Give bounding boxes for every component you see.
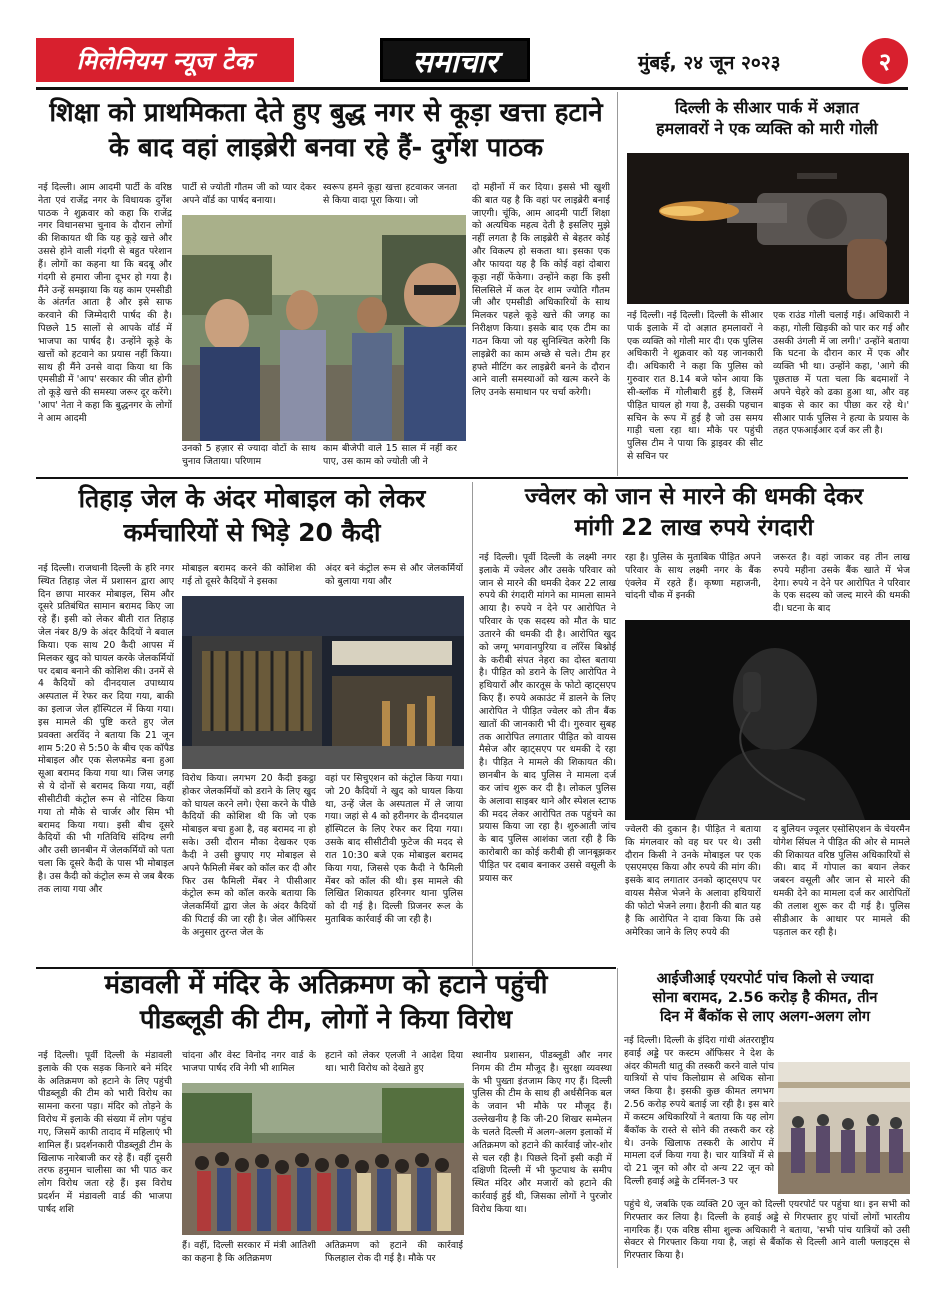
story4-headline	[478, 482, 910, 544]
story2-headline-line2: हमलावरों ने एक व्यक्ति को मारी गोली	[656, 118, 878, 138]
story5-col2-bottom: हैं। वहीं, दिल्ली सरकार में मंत्री आतिशी का कहना है कि अतिक्रमण	[182, 1240, 316, 1264]
airport-customs-photo	[778, 1062, 910, 1194]
page-number: २	[862, 38, 908, 84]
story2-photo	[627, 153, 909, 304]
story4-col2-top: रहा है। पुलिस के मुताबिक पीड़ित अपने परिवार के साथ लक्ष्मी नगर के बैंक एंक्लेव में रहते हैं। कृष्णा महाजनी, चांदनी चौक में इनकी	[625, 552, 761, 602]
story4-col3-top: जरूरत है। वहां जाकर वह तीन लाख रुपये महीना उसके बैंक खाते में भेज देगा। रुपये न देने पर आरोपित ने परिवार के एक सदस्य को जल्द मारने की धमकी दी। घटना के बाद	[773, 552, 910, 615]
story1-col3-bottom: काम बीजेपी वाले 15 साल में नहीं कर पाए, उस काम को ज्योती जी ने	[323, 443, 457, 467]
story3-col2-top: मोबाइल बरामद करने की कोशिश की गई तो दूसरे कैदियों ने इसका	[182, 563, 316, 587]
story3-headline-line1: तिहाड़ जेल के अंदर मोबाइल को लेकर	[78, 484, 426, 513]
story3-headline	[36, 482, 468, 550]
story1-col2-bottom: उनको 5 हज़ार से ज्यादा वोटों के साथ चुनाव जिताया। परिणाम	[182, 443, 316, 467]
story5-headline	[36, 968, 616, 1038]
paper-name: मिलेनियम न्यूज टेक	[36, 38, 294, 82]
story2-col2: एक राउंड गोली चलाई गई। अधिकारी ने कहा, गोली खिड़की को पार कर गई और उसकी उंगली में जा लगी।' उन्होंने बताया कि घटना के दौरान कार में एक और व्यक्ति भी था। उन्होंने कहा, 'आगे की पूछताछ में पता चला कि बदमाशों ने अपने चेहरे को ढका हुआ था, और वह बाइक से कार का पीछा कर रहे थे।' सीआर पार्क पुलिस ने हत्या के प्रयास के तहत एफआईआर दर्ज कर ली है।	[773, 310, 909, 437]
story1-headline-line1: शिक्षा को प्राथमिकता देते हुए बुद्ध नगर से कूड़ा खत्ता हटाने	[49, 98, 603, 128]
story6-photo	[778, 1062, 910, 1194]
story2-col1: नई दिल्ली। नई दिल्ली। दिल्ली के सीआर पार्क इलाके में दो अज्ञात हमलावरों ने एक व्यक्ति को गोली मार दी। एक पुलिस अधिकारी ने शुक्रवार को यह जानकारी दी। अधिकारी ने कहा कि पुलिस को गुरुवार रात 8.14 बजे फोन आया कि सी-ब्लॉक में गोलीबारी हुई है, जिसमें पीड़ित घायल हो गया है, उसकी पहचान सचिन के रूप में हुई है जो उस समय गाड़ी चला रहा था। मौके पर पहुंची पुलिस टीम ने पाया कि ड्राइवर की सीट से सचिन पर	[627, 310, 763, 463]
story3-photo	[182, 596, 464, 769]
jail-gate-photo	[182, 596, 464, 769]
story3-col3-top: अंदर बने कंट्रोल रूम से और जेलकर्मियों को बुलाया गया और	[325, 563, 463, 587]
story5-col2-top: चांदना और वेस्ट विनोद नगर वार्ड के भाजपा पार्षद रवि नेगी भी शामिल	[182, 1050, 316, 1074]
story2-headline	[622, 98, 912, 140]
story5-col1: नई दिल्ली। पूर्वी दिल्ली के मंडावली इलाके की एक सड़क किनारे बने मंदिर के अतिक्रमण को हटाने के लिए पहुंची पीडब्लूडी की टीम को भारी विरोध का सामना करना पड़ा। मंदिर को तोड़ने के विरोध में इलाके की संख्या में लोग पहुंच गए, जिसमें काफी तादाद में महिलाएं भी शामिल हैं। प्रदर्शनकारी पीडब्लूडी टीम के खिलाफ नारेबाजी कर रहे हैं। वहीं दूसरी तरफ हनुमान चालीसा का भी पाठ कर लोग विरोध जता रहे हैं। इस विरोध प्रदर्शन में मंडावली वार्ड की भाजपा पार्षद शशि	[38, 1050, 172, 1215]
story1-photo	[182, 215, 466, 441]
story5-col4: स्थानीय प्रशासन, पीडब्लूडी और नगर निगम की टीम मौजूद है। सुरक्षा व्यवस्था के भी पुख्ता इंतजाम किए गए हैं। दिल्ली पुलिस की टीम के साथ ही अर्धसैनिक बल के जवान भी मौके पर मौजूद हैं। उल्लेखनीय है कि जी-20 शिखर सम्मेलन के चलते दिल्ली में अलग-अलग इलाकों में अतिक्रमण को हटाने की कार्रवाई जोर-शोर से चल रही है। पिछले दिनों इसी कड़ी में दक्षिणी दिल्ली में भी फुटपाथ के समीप स्थित मंदिर और मजारों को हटाने की कार्रवाई हुई थी, जिसका लोगों ने पुरजोर विरोध किया था।	[472, 1050, 612, 1215]
gun-firing-photo	[627, 153, 909, 304]
story6-headline	[620, 970, 910, 1027]
story5-col3-top: हटाने को लेकर एलजी ने आदेश दिया था। भारी विरोध को देखते हुए	[325, 1050, 463, 1074]
story4-headline-line1: ज्वेलर को जान से मारने की धमकी देकर	[524, 484, 864, 510]
people-meeting-photo	[182, 215, 466, 441]
story3-col3-bottom: वहां पर सिचुएशन को कंट्रोल किया गया। जो 20 कैदियों ने खुद को घायल किया था, उन्हें जेल के अस्पताल में ले जाया गया। जहां से 4 को हरीनगर के दीनदयाल हॉस्पिटल के लिए रेफर कर दिया गया। उसके बाद सीसीटीवी फुटेज की मदद से रात 10:30 बजे एक मोबाइल बरामद किया गया, जिससे एक कैदी ने फैमिली मेंबर को कॉल की थी। इस मामले की लिखित शिकायत हरिनगर थाना पुलिस को दी गई है। दिल्ली प्रिजनर रूल के मुताबिक कार्रवाई की जा रही है।	[325, 773, 463, 926]
section-rule	[36, 477, 908, 479]
story6-headline-line2: सोना बरामद, 2.56 करोड़ है कीमत, तीन	[652, 989, 878, 1006]
story4-col3-bottom: द बुलियन ज्वूलर एसोसिएशन के चेयरमैन योगेश सिंघल ने पीड़ित की ओर से मामले की शिकायत वरिष्ठ पुलिस अधिकारियों से की। बाद में गोपाल का बयान लेकर जबरन वसूली और जान से मारने की धमकी देने का मामला दर्ज कर आरोपितों की तलाश शुरू कर दी गई है। पुलिस सीडीआर के आधार पर मामले की पड़ताल कर रही है।	[773, 824, 910, 938]
story5-col3-bottom: अतिक्रमण को हटाने की कार्रवाई फिलहाल रोक दी गई है। मौके पर	[325, 1240, 463, 1264]
phone-call-silhouette-photo	[625, 620, 910, 820]
masthead	[36, 38, 908, 86]
story6-headline-line3: दिन में बैंकॉक से लाए अलग-अलग लोग	[659, 1008, 871, 1025]
issue-date: मुंबई, २४ जून २०२३	[638, 52, 781, 74]
story5-photo	[182, 1083, 464, 1235]
section-label: समाचार	[380, 38, 530, 82]
story4-col2-bottom: ज्वेलरी की दुकान है। पीड़ित ने बताया कि मंगलवार को वह घर पर थे। उसी दौरान किसी ने उनके मोबाइल पर एक एसएमएस किया और रुपये की मांग की। इसके बाद लगातार उनको व्हाट्सएप पर वायस मैसेज भेजने के अलावा हथियारों की फोटो भेजने लगा। हैरानी की बात यह है कि आरोपित ने दावा किया कि उसे अमेरिका जाने के लिए रुपये की	[625, 824, 761, 938]
story6-headline-line1: आईजीआई एयरपोर्ट पांच किलो से ज्यादा	[656, 971, 874, 987]
story1-headline	[36, 96, 616, 166]
masthead-rule	[36, 87, 908, 90]
story3-col1: नई दिल्ली। राजधानी दिल्ली के हरि नगर स्थित तिहाड़ जेल में प्रशासन द्वारा आए दिन छापा मारकर मोबाइल, सिम और दूसरे प्रतिबंधित सामान बरामद किए जा रहे हैं। इसी को लेकर बीती रात तिहाड़ जेल नंबर 8/9 के अंदर कैदियों ने बवाल किया। एक साथ 20 कैदी आपस में मिलकर खुद को घायल करके जेलकर्मियों पर दबाव बनाने की कोशिश की। उनमें से 4 कैदियों को दीनदयाल उपाध्याय अस्पताल में रेफर कर दिया गया, बाकी का इलाज जेल हॉस्पिटल में किया गया। इस मामले की पुष्टि करते हुए जेल प्रवक्ता अरविंद ने बताया कि 21 जून शाम 5:20 से 5:50 के बीच एक कॉपैड मोबाइल और एक सेलफमेड बना हुआ सूआ बरामद किया गया था। जिस जगह से ये दोनों से बरामद किया गया, वहीं सीसीटीवी कंट्रोल रूम से नोटिस किया गया तो मौके से चार्जर और सिम भी बरामद किया गया। इसी बीच दूसरे कैदियों की भी गतिविधि संदिग्ध लगी और उसी छानबीन में जेलकर्मियों को पता चला कि दूसरे कैदी के पास भी मोबाइल है। उस कैदी को कंट्रोल रूम से जब बैरक तक लाया गया और	[38, 563, 174, 895]
story2-headline-line1: दिल्ली के सीआर पार्क में अज्ञात	[675, 98, 859, 117]
column-divider	[617, 968, 618, 1268]
story3-headline-line2: कर्मचारियों से भिड़े 20 कैदी	[123, 517, 381, 547]
story5-headline-line1: मंडावली में मंदिर के अतिक्रमण को हटाने पहुंची	[104, 970, 548, 1000]
story6-col-bottom: पहुंचे थे, जबकि एक व्यक्ति 20 जून को दिल्ली एयरपोर्ट पर पहुंचा था। इन सभी को गिरफ्तार कर लिया है। दिल्ली के हवाई अड्डे से गिरफ्तार हुए पांचों लोगों भारतीय नागरिक हैं। एक वरिष्ठ सीमा शुल्क अधिकारी ने बताया, 'सभी पांच यात्रियों को उसी सेक्टर से गिरफ्तार किया गया है, जहां से बैंकॉक से दिल्ली आने वाली फ्लाइट्स से गिरफ्तार किया है।	[624, 1199, 910, 1262]
story1-col3-top: स्वरूप हमने कूड़ा खत्ता हटवाकर जनता से किया वादा पूरा किया। जो	[323, 182, 457, 206]
column-divider	[617, 92, 618, 476]
column-divider	[472, 482, 473, 966]
story1-col1: नई दिल्ली। आम आदमी पार्टी के वरिष्ठ नेता एवं राजेंद्र नगर के विधायक दुर्गेश पाठक ने शुक्रवार को कहा कि राजेंद्र नगर विधानसभा चुनाव के दौरान लोगों की शिकायत थी कि यह कूड़े खत्ते और उससे होने वाली गंदगी से बहुत परेशान हैं। लोगों का कहना था कि बदबू और गंदगी से हमारा जीना दूभर हो गया है। मैंने उन्हें समझाया कि यह काम एमसीडी के अंतर्गत आता है और इसे साफ करवाने की जिम्मेदारी पार्षद की है। पिछले 15 सालों से आपके वॉर्ड में भाजपा का पार्षद है। उन्होंने कूड़े के खत्तों को हटवाने का प्रयास नहीं किया। साथ ही मैंने उनसे वादा किया था कि एमसीडी में 'आप' सरकार की जीत होगी तो कूड़े खत्ते की समस्या जरूर दूर करेंगे। 'आप' नेता ने कहा कि बुद्धनगर के लोगों ने आम आदमी	[38, 182, 172, 424]
story6-col-top: नई दिल्ली। दिल्ली के इंदिरा गांधी अंतरराष्ट्रीय हवाई अड्डे पर कस्टम ऑफिसर ने देश के अंदर कीमती धातु की तस्करी करने वाले पांच यात्रियों से पांच किलोग्राम से अधिक सोना जब्त किया है। इसकी कुछ कीमत लगभग 2.56 करोड़ रुपये बताई जा रही है। इस बारे में कस्टम अधिकारियों ने बताया कि यह लोग बैंकॉक के रास्ते से सोने की तस्करी कर रहे थे। उनके खिलाफ तस्करी के आरोप में मामला दर्ज किया गया है। चार यात्रियों में से दो 21 जून को और दो अन्य 22 जून को दिल्ली हवाई अड्डे के टर्मिनल-3 पर	[624, 1035, 774, 1188]
story1-col4: दो महीनों में कर दिया। इससे भी खुशी की बात यह है कि वहां पर लाइब्रेरी बनाई जाएगी। चूंकि, आम आदमी पार्टी शिक्षा को अत्यधिक महत्व देती है इसलिए मुझे नहीं लगता है कि लाइब्रेरी से बेहतर कोई और विकल्प हो सकता था। इसका एक और फायदा यह है कि कोई वहां दोबारा कूड़ा नहीं फेंकेगा। उन्होंने कहा कि इसी सिलसिले में कल देर शाम ज्योति गौतम जी और एमसीडी अधिकारियों के साथ मिलकर पहले कूड़े खत्ते की जगह का निरीक्षण किया। इसके बाद एक टीम का गठन किया जो यह सुनिश्चित करेगी कि लाइब्रेरी का काम अच्छे से चले। टीम हर हफ्ते मीटिंग कर लाइब्रेरी बनने के दौरान आने वाली समस्याओं को खत्म करने के लिए उनके समाधान पर चर्चा करेगी।	[472, 182, 610, 399]
story4-headline-line2: मांगी 22 लाख रुपये रंगदारी	[574, 515, 814, 542]
story1-col2-top: पार्टी से ज्योती गौतम जी को प्यार देकर अपने वॉर्ड का पार्षद बनाया।	[182, 182, 316, 206]
crowd-protest-photo	[182, 1083, 464, 1235]
story3-col2-bottom: विरोध किया। लगभग 20 कैदी इकट्ठा होकर जेलकर्मियों को डराने के लिए खुद को घायल करने लगे। ऐसा करने के पीछे कैदियों की कोशिश थी कि जो एक मोबाइल बचा हुआ है, वह बरामद ना हो सके। उसी दौरान मौका देखकर एक कैदी ने उसी छुपाए गए मोबाइल से अपने फैमिली मेंबर को कॉल कर दी और फिर उस फैमिली मेंबर ने पीसीआर कंट्रोल रूम को कॉल करके बताया कि जेलकर्मियों द्वारा जेल के अंदर कैदियों की पिटाई की जा रही है। जेल ऑफिसर के अनुसार तुरन्त जेल के	[182, 773, 316, 938]
story5-headline-line2: पीडब्लूडी की टीम, लोगों ने किया विरोध	[139, 1005, 513, 1036]
story4-photo	[625, 620, 910, 820]
story1-headline-line2: के बाद वहां लाइब्रेरी बनवा रहे हैं- दुर्गेश पाठक	[108, 133, 544, 164]
story4-col1: नई दिल्ली। पूर्वी दिल्ली के लक्ष्मी नगर इलाके में ज्वेलर और उसके परिवार को जान से मारने की धमकी देकर 22 लाख रुपये की रंगदारी मांगने का मामला सामने आया है। रुपये न देने पर आरोपित ने परिवार के एक सदस्य को मौत के घाट उतारने की धमकी दी है। आरोपित खुद को जग्गू भगवानपुरिया व लॉरेंस बिश्नोई के करीबी संपत नेहरा का दोस्त बताया है। पीड़ित को डराने के लिए आरोपित ने हथियारों और कारतूस के फोटो व्हाट्सएप किए हैं। रुपये अकाउंट में डालने के लिए आरोपित ने पीड़ित ज्वेलर को तीन बैंक खातों की जानकारी भी दी। गुरुवार सुबह तक आरोपित लगातार पीड़ित को वायस मैसेज और व्हाट्सएप पर धमकी दे रहा है। पीड़ित ने मामले की शिकायत की। छानबीन के बाद पुलिस ने मामला दर्ज कर जांच शुरू कर दी है। लोकल पुलिस के अलावा साइबर थाने और स्पेशल स्टाफ की मदद लेकर आरोपित तक पहुंचने का प्रयास किया जा रहा है। शुरुआती जांच के बाद पुलिस आशंका जता रही है कि कारोबारी का कोई करीबी ही जानबूझकर पीड़ित पर दबाव बनाकर उससे वसूली के प्रयास कर	[479, 552, 616, 884]
